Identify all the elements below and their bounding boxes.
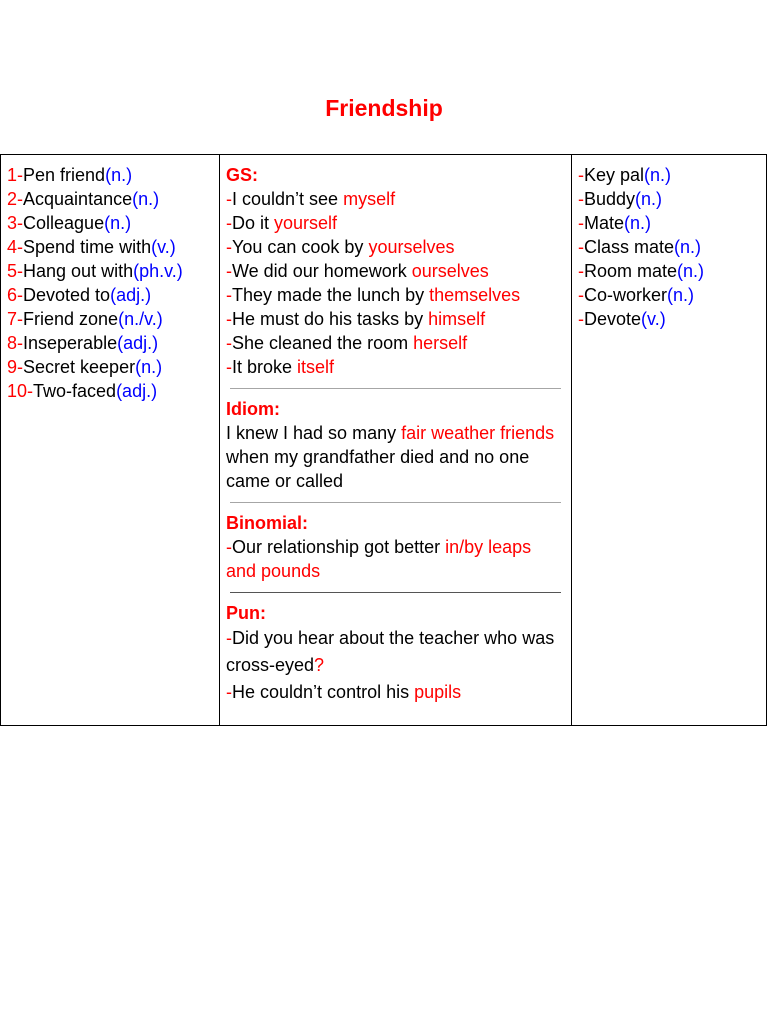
synonym-pos: (v.) [641, 309, 666, 329]
gs-text: They made the lunch by [232, 285, 430, 305]
vocab-number: 1- [7, 165, 24, 185]
gs-text: It broke [232, 357, 298, 377]
bullet-dash: - [578, 189, 584, 209]
vocab-item [7, 379, 219, 403]
synonyms-column [572, 155, 766, 725]
bullet-dash: - [226, 628, 232, 648]
bullet-dash: - [578, 213, 584, 233]
vocab-item [7, 235, 219, 259]
vocab-pos: (n.) [105, 165, 133, 185]
bullet-dash: - [226, 333, 232, 353]
gs-pronoun: themselves [429, 285, 521, 305]
bullet-dash: - [578, 285, 584, 305]
gs-text: Do it [232, 213, 275, 233]
binomial-before: Our relationship got better [232, 537, 446, 557]
gs-line [226, 283, 571, 307]
bullet-dash: - [578, 165, 584, 185]
gs-pronoun: ourselves [411, 261, 489, 281]
pun-text-1: Did you hear about the teacher who was cross-eyed [226, 628, 555, 675]
section-divider [230, 592, 561, 593]
synonym-pos: (n.) [635, 189, 663, 209]
idiom-after: when my grandfather died and no one came or called [226, 447, 530, 491]
synonym-pos: (n.) [644, 165, 672, 185]
synonym-item [578, 283, 766, 307]
vocab-number: 5- [7, 261, 24, 281]
vocab-item [7, 307, 219, 331]
synonym-item [578, 235, 766, 259]
gs-pronoun: itself [297, 357, 335, 377]
vocab-pos: (v.) [151, 237, 176, 257]
synonym-item [578, 307, 766, 331]
gs-heading: GS: [226, 165, 259, 185]
vocab-word: Spend time with [23, 237, 152, 257]
binomial-heading: Binomial: [226, 513, 309, 533]
vocab-item [7, 259, 219, 283]
pun-heading: Pun: [226, 603, 266, 623]
vocab-item [7, 283, 219, 307]
binomial-text [226, 535, 571, 583]
synonym-item [578, 163, 766, 187]
bullet-dash: - [226, 189, 232, 209]
bullet-dash: - [226, 309, 232, 329]
gs-line [226, 307, 571, 331]
synonym-word: Class mate [584, 237, 675, 257]
bullet-dash: - [226, 537, 232, 557]
vocab-pos: (n.) [135, 357, 163, 377]
vocab-pos: (adj.) [117, 333, 159, 353]
gs-pronoun: yourselves [368, 237, 455, 257]
vocab-word: Hang out with [23, 261, 134, 281]
vocab-pos: (n./v.) [118, 309, 163, 329]
gs-text: He must do his tasks by [232, 309, 429, 329]
synonym-word: Buddy [584, 189, 636, 209]
synonym-word: Room mate [584, 261, 678, 281]
synonym-item [578, 259, 766, 283]
vocab-word: Colleague [23, 213, 105, 233]
pun-line-1 [226, 625, 571, 679]
vocabulary-column [1, 155, 220, 725]
gs-line [226, 187, 571, 211]
bullet-dash: - [226, 682, 232, 702]
pun-highlight: pupils [414, 682, 462, 702]
vocab-word: Secret keeper [23, 357, 136, 377]
vocab-number: 3- [7, 213, 24, 233]
bullet-dash: - [578, 309, 584, 329]
synonym-pos: (n.) [624, 213, 652, 233]
gs-text: I couldn’t see [232, 189, 344, 209]
synonym-word: Devote [584, 309, 642, 329]
gs-pronoun: yourself [274, 213, 338, 233]
vocab-word: Inseperable [23, 333, 118, 353]
section-divider [230, 388, 561, 389]
bullet-dash: - [226, 357, 232, 377]
vocab-number: 4- [7, 237, 24, 257]
idiom-text [226, 421, 571, 493]
vocab-item [7, 187, 219, 211]
gs-line [226, 211, 571, 235]
gs-line [226, 355, 571, 379]
vocab-number: 8- [7, 333, 24, 353]
bullet-dash: - [578, 237, 584, 257]
gs-text: We did our homework [232, 261, 412, 281]
synonym-word: Key pal [584, 165, 645, 185]
bullet-dash: - [226, 213, 232, 233]
page-title: Friendship [325, 95, 443, 121]
section-divider [230, 502, 561, 503]
gs-pronoun: myself [343, 189, 396, 209]
idiom-highlight: fair weather friends [401, 423, 555, 443]
vocab-pos: (adj.) [110, 285, 152, 305]
vocab-word: Two-faced [33, 381, 117, 401]
idiom-before: I knew I had so many [226, 423, 402, 443]
binomial-highlight: in/by leaps and pounds [226, 537, 532, 581]
vocab-item [7, 331, 219, 355]
synonym-pos: (n.) [674, 237, 702, 257]
synonym-pos: (n.) [677, 261, 705, 281]
gs-pronoun: himself [428, 309, 486, 329]
vocab-item [7, 355, 219, 379]
bullet-dash: - [226, 285, 232, 305]
synonym-item [578, 211, 766, 235]
vocab-pos: (n.) [132, 189, 160, 209]
vocab-word: Acquaintance [23, 189, 133, 209]
content-table [0, 154, 767, 726]
vocab-pos: (adj.) [116, 381, 158, 401]
synonym-pos: (n.) [667, 285, 695, 305]
vocab-number: 7- [7, 309, 24, 329]
gs-text: She cleaned the room [232, 333, 414, 353]
synonym-word: Co-worker [584, 285, 668, 305]
pun-text-2: He couldn’t control his [232, 682, 415, 702]
vocab-number: 6- [7, 285, 24, 305]
synonym-word: Mate [584, 213, 625, 233]
vocab-word: Friend zone [23, 309, 119, 329]
gs-line [226, 235, 571, 259]
vocab-word: Devoted to [23, 285, 111, 305]
vocab-word: Pen friend [23, 165, 106, 185]
vocab-item [7, 163, 219, 187]
synonym-item [578, 187, 766, 211]
vocab-item [7, 211, 219, 235]
gs-line [226, 331, 571, 355]
bullet-dash: - [578, 261, 584, 281]
pun-question-mark: ? [314, 655, 325, 675]
vocab-pos: (ph.v.) [133, 261, 183, 281]
gs-pronoun: herself [413, 333, 468, 353]
idiom-heading: Idiom: [226, 399, 280, 419]
pun-line-2 [226, 679, 571, 706]
bullet-dash: - [226, 261, 232, 281]
gs-text: You can cook by [232, 237, 369, 257]
vocab-pos: (n.) [104, 213, 132, 233]
bullet-dash: - [226, 237, 232, 257]
vocab-number: 10- [7, 381, 34, 401]
vocab-number: 2- [7, 189, 24, 209]
vocab-number: 9- [7, 357, 24, 377]
grammar-column [220, 155, 572, 725]
gs-line [226, 259, 571, 283]
